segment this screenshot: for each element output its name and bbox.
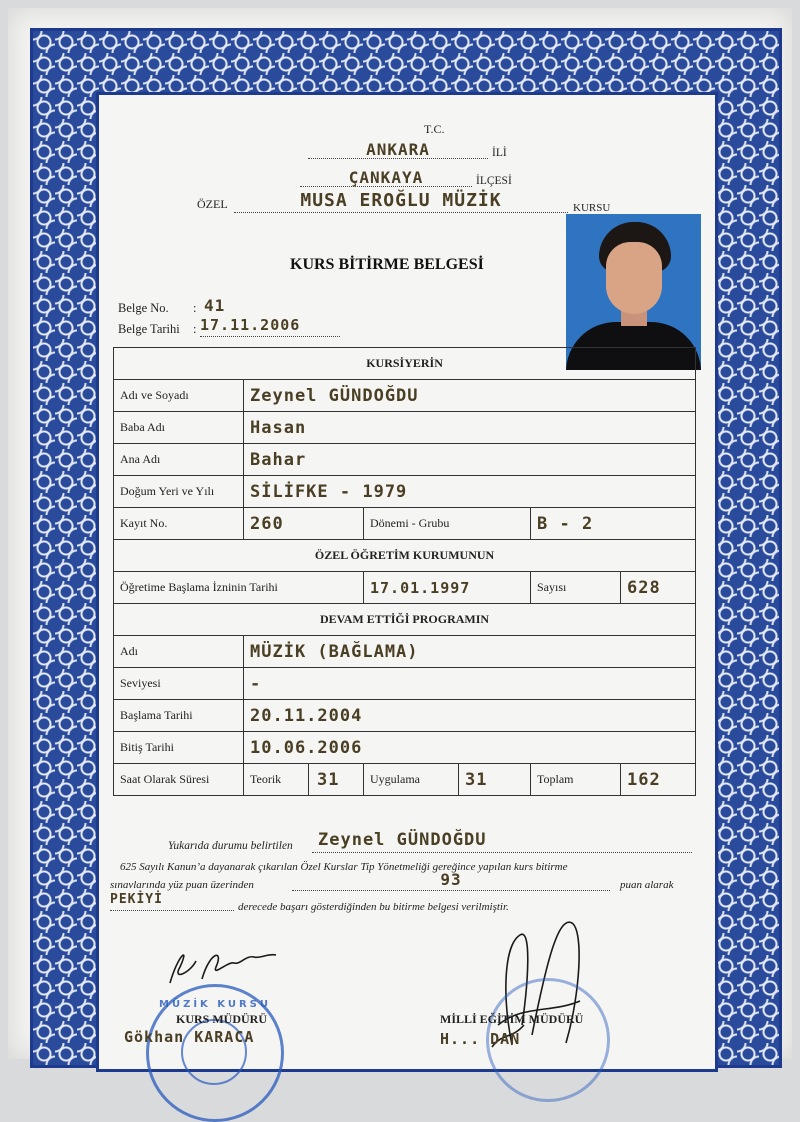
registration-label: Kayıt No. <box>114 508 244 540</box>
permit-number-label: Sayısı <box>531 572 621 604</box>
certificate-date-field <box>200 316 340 337</box>
birth-value: SİLİFKE - 1979 <box>244 476 696 508</box>
section-kursiyer: KURSİYERİN <box>114 348 696 380</box>
theory-label: Teorik <box>244 764 309 795</box>
father-value: Hasan <box>244 412 696 444</box>
mother-label: Ana Adı <box>114 444 244 476</box>
statement-line2: 625 Sayılı Kanun’a dayanarak çıkarılan Özel Kurslar Tip Yönetmeliği gereğince yapılan kurs bitirme <box>120 861 568 873</box>
statement-line4: derecede başarı gösterdiğinden bu bitirme belgesi verilmiştir. <box>238 901 509 913</box>
right-signer-name: H... DAN <box>440 1030 521 1048</box>
mother-value: Bahar <box>244 444 696 476</box>
program-name-label: Adı <box>114 636 244 668</box>
hours-label: Saat Olarak Süresi <box>114 764 244 796</box>
name-value: Zeynel GÜNDOĞDU <box>244 380 696 412</box>
statement-name-field <box>312 830 692 853</box>
father-label: Baba Adı <box>114 412 244 444</box>
permit-date-value: 17.01.1997 <box>364 572 531 604</box>
certificate-date-value: 17.11.2006 <box>200 316 301 334</box>
province-field <box>308 140 488 159</box>
course-name: MUSA EROĞLU MÜZİK <box>300 190 502 211</box>
grade-field <box>110 890 234 911</box>
left-signer-name: Gökhan KARACA <box>124 1028 255 1046</box>
right-signer-title: MİLLİ EĞİTİM MÜDÜRÜ <box>440 1012 584 1026</box>
term-label: Dönemi - Grubu <box>364 508 531 540</box>
document-title: KURS BİTİRME BELGESİ <box>290 256 484 273</box>
kursu-label: KURSU <box>573 202 611 214</box>
practice-value: 31 <box>459 764 531 796</box>
statement-line3-suffix: puan alarak <box>620 879 674 891</box>
total-value: 162 <box>621 764 696 796</box>
district-label: İLÇESİ <box>476 175 512 187</box>
left-signer-title: KURS MÜDÜRÜ <box>176 1012 267 1026</box>
section-program: DEVAM ETTİĞİ PROGRAMIN <box>114 604 696 636</box>
ozel-label: ÖZEL <box>197 197 228 211</box>
certificate-no-label: Belge No. <box>118 301 169 315</box>
section-kurum: ÖZEL ÖĞRETİM KURUMUNUN <box>114 540 696 572</box>
certificate-date-label: Belge Tarihi <box>118 322 180 336</box>
theory-value: 31 <box>317 769 340 790</box>
tc-label: T.C. <box>424 122 445 136</box>
score-field <box>292 870 610 891</box>
level-label: Seviyesi <box>114 668 244 700</box>
province-value: ANKARA <box>366 140 430 159</box>
registration-value: 260 <box>244 508 364 540</box>
certificate-no-value: 41 <box>204 296 226 315</box>
end-date-value: 10.06.2006 <box>244 732 696 764</box>
total-label: Toplam <box>531 764 621 796</box>
course-name-field <box>234 190 568 213</box>
name-label: Adı ve Soyadı <box>114 380 244 412</box>
school-stamp: MÜZİK KURSU <box>146 984 284 1122</box>
grade-value: PEKİYİ <box>110 892 163 907</box>
level-value: - <box>244 668 696 700</box>
birth-label: Doğum Yeri ve Yılı <box>114 476 244 508</box>
district-value: ÇANKAYA <box>348 168 424 187</box>
statement-line3-prefix: sınavlarında yüz puan üzerinden <box>110 879 254 891</box>
student-info-table <box>113 347 696 796</box>
end-date-label: Bitiş Tarihi <box>114 732 244 764</box>
permit-number-value: 628 <box>621 572 696 604</box>
statement-name: Zeynel GÜNDOĞDU <box>318 830 487 850</box>
term-value: B - 2 <box>531 508 696 540</box>
start-date-label: Başlama Tarihi <box>114 700 244 732</box>
program-name-value: MÜZİK (BAĞLAMA) <box>244 636 696 668</box>
statement-line1-prefix: Yukarıda durumu belirtilen <box>168 840 293 852</box>
province-label: İLİ <box>492 147 507 159</box>
practice-label: Uygulama <box>364 764 459 796</box>
permit-date-label: Öğretime Başlama İzninin Tarihi <box>114 572 364 604</box>
start-date-value: 20.11.2004 <box>244 700 696 732</box>
district-field <box>300 168 472 187</box>
score-value: 93 <box>440 870 462 889</box>
